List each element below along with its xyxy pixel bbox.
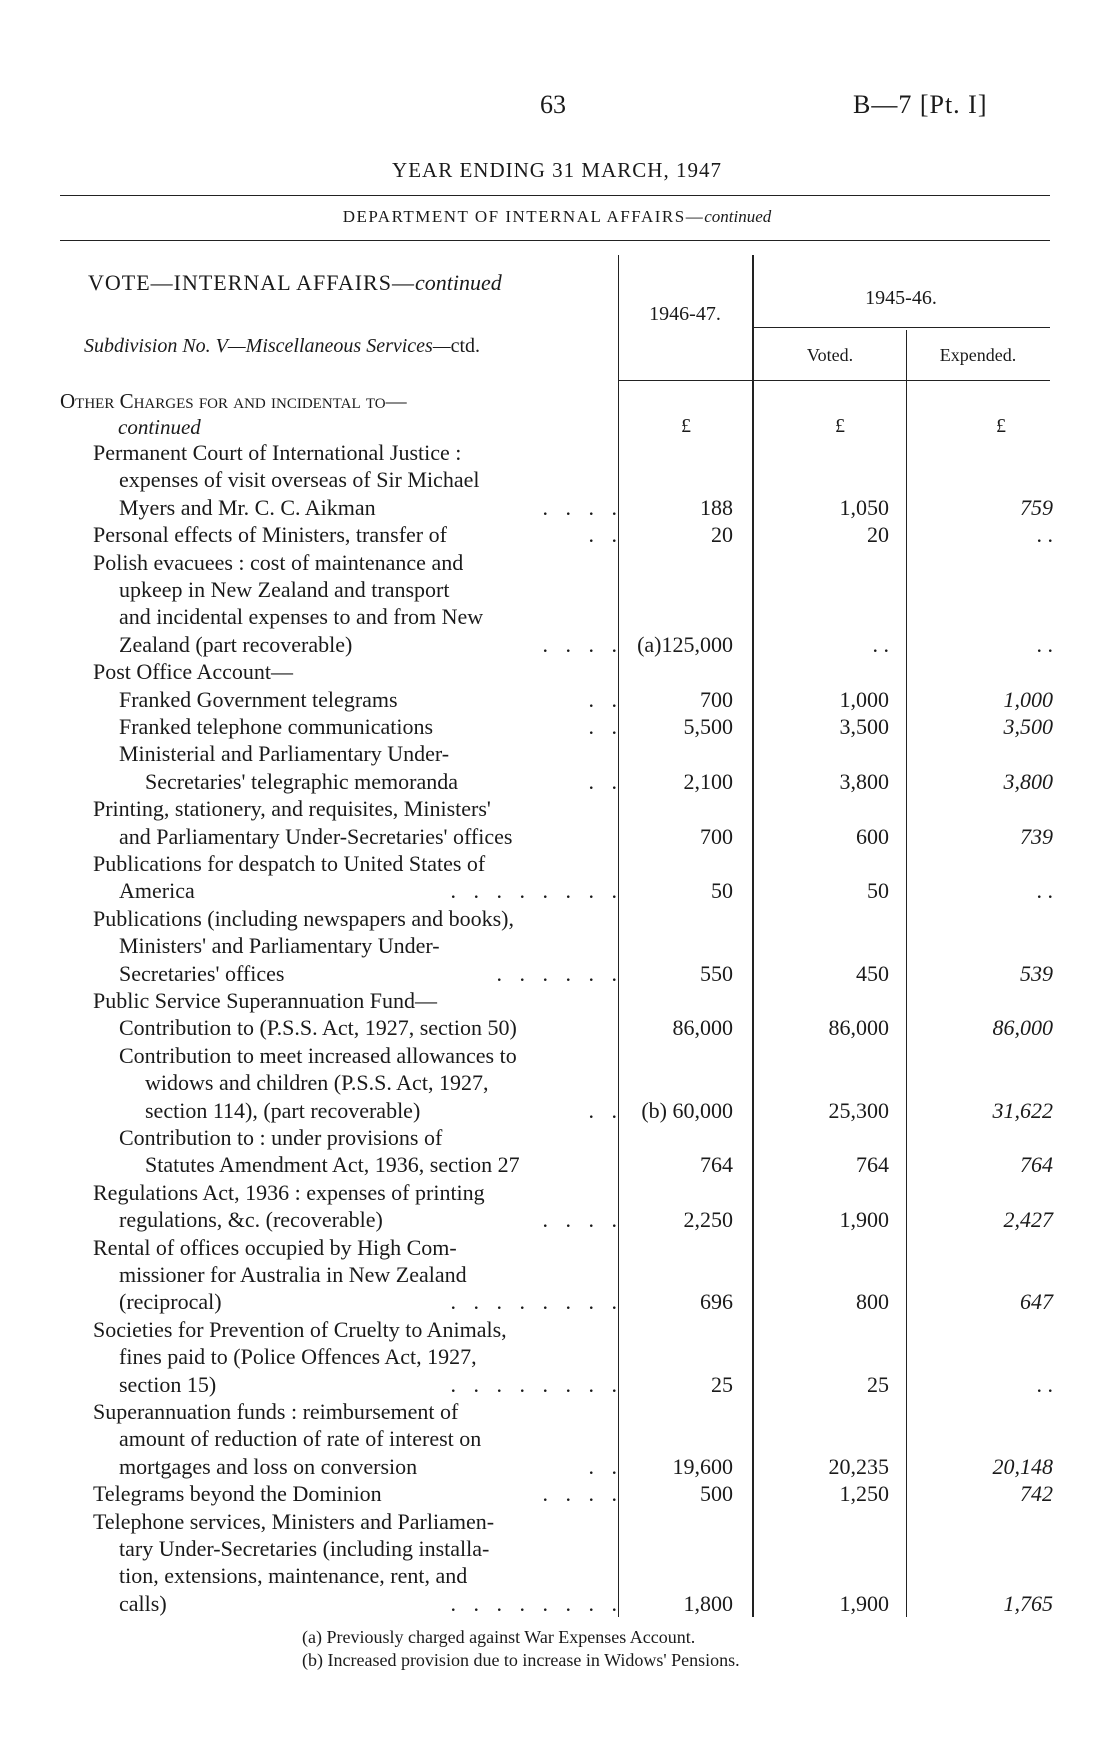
row-label: calls) [119, 1590, 167, 1616]
value-1946-47: 86,000 [672, 1015, 733, 1041]
value-1946-47: 1,800 [683, 1590, 733, 1616]
row-label: Contribution to meet increased allowances to [119, 1042, 517, 1068]
table-row [88, 850, 1053, 877]
table-row [88, 1124, 1053, 1151]
leader-dots: . . . . . . . . [450, 878, 623, 904]
currency-col1: £ [681, 415, 691, 437]
row-label: Franked telephone communications [119, 714, 434, 739]
table-row [88, 1343, 1053, 1370]
table-row [88, 1097, 1053, 1124]
table-row [88, 1179, 1053, 1206]
subdivision-continued: ctd. [450, 335, 481, 357]
value-expended-1945-46: 3,800 [1003, 768, 1053, 794]
leader-dots: . . [588, 714, 623, 739]
row-label: Printing, stationery, and requisites, Ministers' [93, 796, 491, 822]
row-label: Public Service Superannuation Fund— [93, 988, 438, 1013]
leader-dots: . . [588, 522, 623, 548]
value-expended-1945-46: 764 [1020, 1152, 1053, 1178]
row-label: Publications for despatch to United States of [93, 851, 486, 876]
value-expended-1945-46: 31,622 [992, 1097, 1053, 1123]
column-group-rule [754, 327, 1050, 328]
department-continued: continued [704, 207, 772, 226]
value-expended-1945-46: 742 [1020, 1481, 1053, 1507]
value-expended-1945-46: 647 [1020, 1289, 1053, 1315]
value-expended-1945-46: . . [1036, 522, 1053, 548]
value-1946-47: 50 [711, 878, 733, 904]
row-label: Superannuation funds : reimbursement of [93, 1399, 459, 1424]
table-row [88, 795, 1053, 822]
value-expended-1945-46: . . [1036, 631, 1053, 657]
department-title [0, 207, 1114, 227]
table-row [88, 905, 1053, 932]
row-label: Telephone services, Ministers and Parliamen- [93, 1508, 495, 1534]
value-1946-47: 5,500 [683, 714, 733, 739]
table-row [88, 768, 1053, 795]
section-heading-continued: continued [118, 415, 201, 439]
table-row [88, 1069, 1053, 1096]
value-voted-1945-46: 450 [856, 960, 889, 986]
table-row [88, 823, 1053, 850]
leader-dots: . . [588, 1097, 623, 1123]
value-1946-47: 25 [711, 1371, 733, 1397]
leader-dots: . . [588, 768, 623, 794]
table-row [88, 987, 1053, 1014]
department-name: DEPARTMENT OF INTERNAL AFFAIRS— [342, 207, 705, 226]
row-label: Publications (including newspapers and books), [93, 905, 514, 931]
column-expended: Expended. [939, 345, 1017, 365]
value-voted-1945-46: 1,250 [839, 1481, 889, 1507]
leader-dots: . . . . [542, 1207, 623, 1233]
value-expended-1945-46: 739 [1020, 823, 1053, 849]
row-label: Secretaries' telegraphic memoranda [145, 768, 459, 794]
value-1946-47: 188 [700, 494, 733, 520]
value-expended-1945-46: 539 [1020, 960, 1053, 986]
value-1946-47: 550 [700, 960, 733, 986]
subdivision-title [84, 335, 480, 358]
value-1946-47: 500 [700, 1481, 733, 1507]
value-voted-1945-46: 3,800 [839, 768, 889, 794]
row-label: Societies for Prevention of Cruelty to Animals, [93, 1316, 507, 1342]
value-voted-1945-46: 20,235 [828, 1453, 889, 1479]
table-row [88, 576, 1053, 603]
row-label: widows and children (P.S.S. Act, 1927, [145, 1070, 489, 1096]
value-voted-1945-46: 1,900 [839, 1207, 889, 1233]
table-row [88, 713, 1053, 740]
table-row [88, 1398, 1053, 1425]
value-voted-1945-46: 86,000 [828, 1015, 889, 1041]
column-voted: Voted. [806, 345, 854, 365]
row-label: Contribution to (P.S.S. Act, 1927, section 50) [119, 1015, 517, 1041]
table-row [88, 1042, 1053, 1069]
section-heading-text: Other Charges for and incidental to— [60, 389, 407, 413]
report-reference: B—7 [Pt. I] [853, 90, 988, 119]
row-label: mortgages and loss on conversion [119, 1453, 418, 1479]
row-label: Ministers' and Parliamentary Under- [119, 933, 440, 959]
row-label: amount of reduction of rate of interest on [119, 1426, 482, 1452]
row-label: Zealand (part recoverable) [119, 631, 353, 657]
row-label: Ministerial and Parliamentary Under- [119, 741, 450, 767]
column-1946-47: 1946-47. [649, 303, 721, 325]
row-label: Statutes Amendment Act, 1936, section 27 [145, 1152, 520, 1178]
value-expended-1945-46: 759 [1020, 494, 1053, 520]
value-1946-47: 2,100 [683, 768, 733, 794]
subdivision-name: Subdivision No. V—Miscellaneous Services— [84, 335, 451, 357]
table-row [88, 1371, 1053, 1398]
table-row [88, 658, 1053, 685]
table-row [88, 439, 1053, 466]
footnote-b: (b) Increased provision due to increase in Widows' Pensions. [302, 1650, 740, 1670]
leader-dots: . . . . [542, 494, 623, 520]
value-expended-1945-46: 20,148 [992, 1453, 1053, 1479]
table-row [88, 686, 1053, 713]
value-1946-47: 2,250 [683, 1207, 733, 1233]
value-expended-1945-46: . . [1036, 1371, 1053, 1397]
header-rule-top [60, 195, 1050, 196]
table-row [88, 1425, 1053, 1452]
table-row [88, 1151, 1053, 1178]
leader-dots: . . [588, 686, 623, 712]
value-expended-1945-46: 1,000 [1003, 686, 1053, 712]
year-title: YEAR ENDING 31 MARCH, 1947 [392, 158, 722, 182]
leader-dots: . . . . . . . . [450, 1289, 623, 1315]
table-row [88, 1206, 1053, 1233]
table-row [88, 1562, 1053, 1589]
vote-continued: continued [414, 270, 502, 295]
page-number: 63 [540, 90, 566, 119]
table-row [88, 1014, 1053, 1041]
value-expended-1945-46: . . [1036, 878, 1053, 904]
value-1946-47: 764 [700, 1152, 733, 1178]
row-label: Franked Government telegrams [119, 686, 398, 712]
value-expended-1945-46: 2,427 [1003, 1207, 1053, 1233]
column-header-rule [618, 380, 1050, 381]
table-row [88, 1535, 1053, 1562]
value-voted-1945-46: 1,000 [839, 686, 889, 712]
row-label: section 114), (part recoverable) [145, 1097, 421, 1123]
value-voted-1945-46: . . [872, 631, 889, 657]
table-row [88, 932, 1053, 959]
table-row [88, 1288, 1053, 1315]
currency-col3: £ [996, 415, 1006, 437]
value-voted-1945-46: 25,300 [828, 1097, 889, 1123]
value-voted-1945-46: 20 [867, 522, 889, 548]
row-label: Myers and Mr. C. C. Aikman [119, 494, 376, 520]
value-voted-1945-46: 600 [856, 823, 889, 849]
row-label: Regulations Act, 1936 : expenses of printing [93, 1179, 485, 1205]
table-row [88, 1261, 1053, 1288]
table-row [88, 603, 1053, 630]
header-rule-bottom [60, 240, 1050, 241]
row-label: upkeep in New Zealand and transport [119, 577, 450, 602]
table-row [88, 1453, 1053, 1480]
vote-name: VOTE—INTERNAL AFFAIRS— [88, 270, 415, 295]
table-row [88, 1316, 1053, 1343]
leader-dots: . . . . [542, 631, 623, 657]
table-row [88, 494, 1053, 521]
row-label: section 15) [119, 1371, 217, 1397]
value-voted-1945-46: 50 [867, 878, 889, 904]
footnote-a: (a) Previously charged against War Expenses Account. [302, 1627, 696, 1647]
row-label: Contribution to : under provisions of [119, 1125, 443, 1150]
row-label: regulations, &c. (recoverable) [119, 1207, 383, 1233]
value-voted-1945-46: 764 [856, 1152, 889, 1178]
value-1946-47: (b) 60,000 [641, 1097, 733, 1123]
leader-dots: . . . . . . . . [450, 1371, 623, 1397]
row-label: Rental of offices occupied by High Com- [93, 1234, 457, 1260]
row-label: and Parliamentary Under-Secretaries' offices [119, 823, 513, 849]
table-row [88, 1590, 1053, 1617]
vote-title [88, 270, 502, 296]
value-1946-47: 700 [700, 823, 733, 849]
table-row [88, 631, 1053, 658]
leader-dots: . . . . [542, 1481, 623, 1507]
row-label: (reciprocal) [119, 1289, 222, 1315]
value-voted-1945-46: 25 [867, 1371, 889, 1397]
leader-dots: . . [588, 1453, 623, 1479]
section-heading [60, 389, 407, 414]
row-label: America [119, 878, 195, 904]
row-label: Post Office Account— [93, 659, 294, 685]
value-1946-47: 19,600 [672, 1453, 733, 1479]
value-expended-1945-46: 3,500 [1003, 714, 1053, 739]
table-row [88, 960, 1053, 987]
row-label: Polish evacuees : cost of maintenance and [93, 549, 464, 575]
table-row [88, 1480, 1053, 1507]
value-1946-47: 700 [700, 686, 733, 712]
value-1946-47: 20 [711, 522, 733, 548]
value-voted-1945-46: 1,050 [839, 494, 889, 520]
row-label: fines paid to (Police Offences Act, 1927, [119, 1344, 477, 1370]
leader-dots: . . . . . . . . [450, 1590, 623, 1616]
row-label: and incidental expenses to and from New [119, 604, 484, 630]
row-label: Personal effects of Ministers, transfer of [93, 522, 447, 548]
value-1946-47: (a)125,000 [637, 631, 733, 657]
table-row [88, 740, 1053, 767]
row-label: tion, extensions, maintenance, rent, and [119, 1563, 468, 1589]
value-1946-47: 696 [700, 1289, 733, 1315]
row-label: Permanent Court of International Justice : [93, 440, 462, 465]
value-voted-1945-46: 3,500 [839, 714, 889, 739]
table-row [88, 1234, 1053, 1261]
table-row [88, 549, 1053, 576]
value-voted-1945-46: 1,900 [839, 1590, 889, 1616]
row-label: tary Under-Secretaries (including installa- [119, 1536, 490, 1561]
leader-dots: . . . . . . [496, 960, 623, 986]
currency-col2: £ [835, 415, 845, 437]
column-group-1945-46: 1945-46. [865, 287, 937, 309]
value-expended-1945-46: 1,765 [1003, 1590, 1053, 1616]
row-label: missioner for Australia in New Zealand [119, 1262, 467, 1287]
row-label: expenses of visit overseas of Sir Michael [119, 467, 480, 493]
table-row [88, 1508, 1053, 1535]
row-label: Secretaries' offices [119, 960, 285, 986]
table-row [88, 466, 1053, 493]
value-expended-1945-46: 86,000 [992, 1015, 1053, 1041]
table-row [88, 521, 1053, 548]
value-voted-1945-46: 800 [856, 1289, 889, 1315]
row-label: Telegrams beyond the Dominion [93, 1481, 382, 1507]
table-row [88, 877, 1053, 904]
